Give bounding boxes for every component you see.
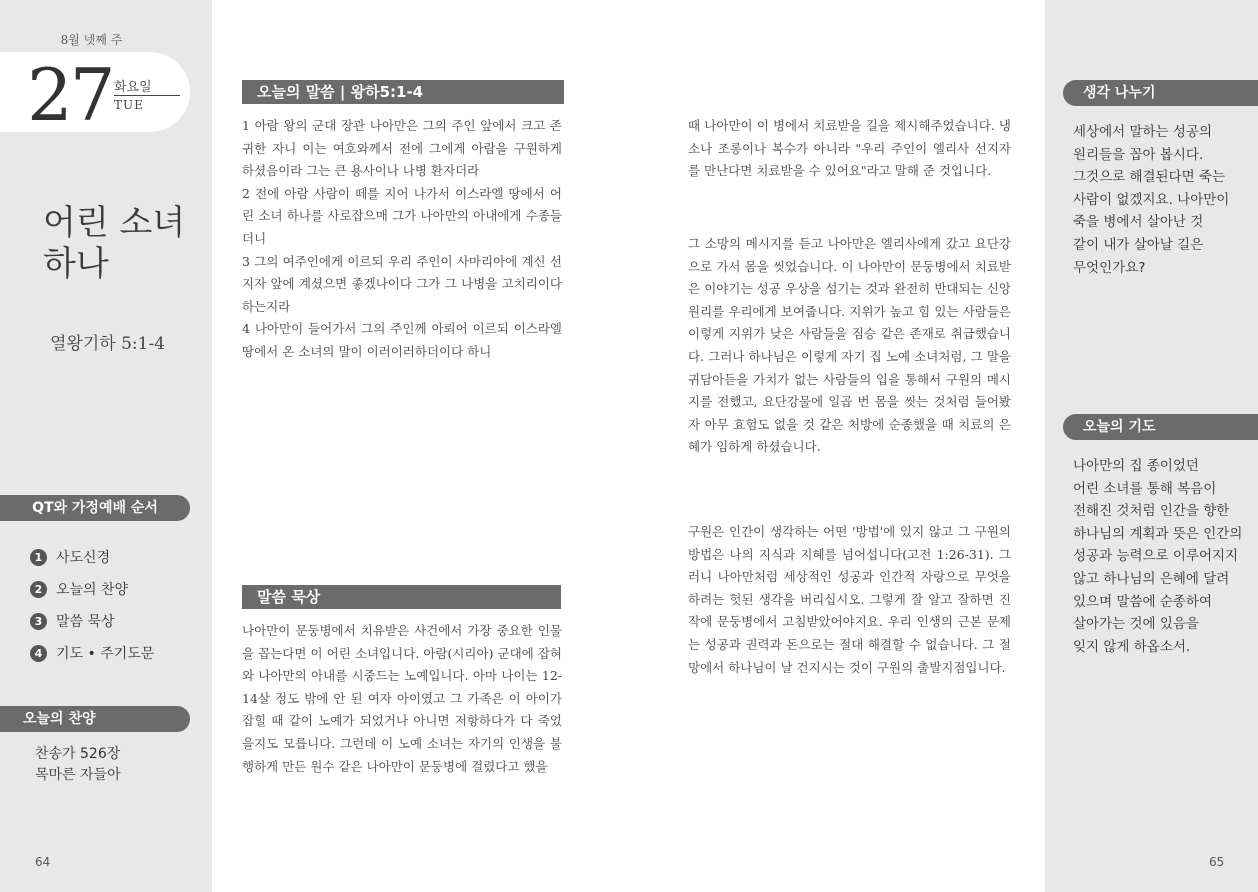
number-badge: 1 <box>30 549 47 566</box>
scripture-header: 오늘의 말씀 | 왕하5:1-4 <box>242 80 564 104</box>
weekday-divider <box>114 95 180 96</box>
day-number: 27 <box>27 53 113 137</box>
list-item <box>30 573 154 605</box>
number-badge: 2 <box>30 581 47 598</box>
number-badge: 4 <box>30 645 47 662</box>
list-item <box>30 605 154 637</box>
week-label: 8월 넷째 주 <box>60 33 123 47</box>
prayer-header: 오늘의 기도 <box>1063 414 1258 440</box>
weekday-korean: 화요일 <box>114 80 152 95</box>
hymn-info <box>35 744 121 786</box>
hymn-header: 오늘의 찬양 <box>0 706 190 732</box>
scripture-text: 1 아람 왕의 군대 장관 나아만은 그의 주인 앞에서 크고 존귀한 자니 이는 여호와께서 전에 그에게 아람을 구원하게 하셨음이라 그는 큰 용사이나 나병 환자더라 2 전에 아람 사람이 떼를 지어 나가서 이스라엘 땅에서 어린 소녀 하나를 사로잡으매 그가 나아만의 아내에게 수종들더니 3 그의 여주인에게 이르되 우리 주인이 사마리아에 계신 선지자 앞에 계셨으면 좋겠나이다 그가 그 나병을 고치리이다 하는지라 4 나아만이 들어가서 그의 주인께 아뢰어 이르되 이스라엘 땅에서 온 소녀의 말이 이러이러하더이다 하니 <box>242 118 562 359</box>
hymn-title: 목마른 자들아 <box>35 767 121 783</box>
order-item-label: 사도신경 <box>56 550 111 566</box>
order-item-label: 오늘의 찬양 <box>56 582 129 598</box>
page-number-right: 65 <box>1209 855 1225 869</box>
order-list <box>30 541 154 669</box>
list-item <box>30 541 154 573</box>
meditation-text: 나아만이 문둥병에서 치유받은 사건에서 가장 중요한 인물을 꼽는다면 이 어린 소녀입니다. 아람(시리아) 군대에 잡혀와 나아만의 아내를 시중드는 노예입니다. 아마 나이는 12-14살 정도 밖에 안 된 여자 아이였고 그 가족은 이 아이가 잡힐 때 같이 노예가 되었거나 아니면 저항하다가 다 죽었을지도 모릅니다. 그런데 이 노예 소녀는 자기의 인생을 불행하게 만든 원수 같은 나아만이 문둥병에 걸렸다고 했을 <box>242 623 562 774</box>
prayer-text: 나아만의 집 종이었던 어린 소녀를 통해 복음이 전해진 것처럼 인간을 향한 하나님의 계획과 뜻은 인간의 성공과 능력으로 이루어지지 않고 하나님의 은혜에 달려 있으며 말씀에 순종하여 살아가는 것에 있음을 잊지 않게 하옵소서. <box>1073 458 1243 655</box>
order-item-label: 말씀 묵상 <box>56 614 115 630</box>
thoughts-header: 생각 나누기 <box>1063 80 1258 106</box>
continued-paragraph-1: 때 나아만이 이 병에서 치료받을 길을 제시해주었습니다. 냉소나 조롱이나 복수가 아니라 "우리 주인이 엘리사 선지자를 만난다면 치료받을 수 있어요"라고 말해 준 것입니다. <box>688 118 1011 179</box>
order-item-label: 기도 • 주기도문 <box>56 646 155 662</box>
continued-paragraph-2: 그 소망의 메시지를 듣고 나아만은 엘리사에게 갔고 요단강으로 가서 몸을 씻었습니다. 이 나아만이 문둥병에서 치료받은 이야기는 성공 우상을 섬기는 것과 완전히 반대되는 신앙 원리를 우리에게 보여줍니다. 지위가 높고 힘 있는 사람들은 이렇게 지위가 낮은 사람들을 짐승 같은 존재로 취급했습니다. 그러나 하나님은 이렇게 자기 집 노예 소녀처럼, 그 말을 귀담아듣을 가치가 없는 사람들의 입을 통해서 구원의 메시지를 전했고, 요단강물에 일곱 번 몸을 씻는 것처럼 들어봤자 아무 효험도 없을 것 같은 처방에 순종했을 때 치료의 은혜가 임하게 하셨습니다. <box>688 236 1011 455</box>
continued-paragraph-3: 구원은 인간이 생각하는 어떤 '방법'에 있지 않고 그 구원의 방법은 나의 지식과 지혜를 넘어섭니다(고전 1:26-31). 그러니 나아만처럼 세상적인 성공과 인간적 자랑으로 무엇을 하려는 헛된 생각을 버리십시오. 그렇게 잘 알고 잘하면 진작에 문둥병에서 고침받았어야지요. 우리 인생의 근본 문제는 성공과 권력과 돈으로는 절대 해결할 수 없습니다. 그 절망에서 하나님이 날 건지시는 것이 구원의 출발지점입니다. <box>688 524 1011 675</box>
order-header: QT와 가정예배 순서 <box>0 495 190 521</box>
hymn-number: 찬송가 526장 <box>35 746 121 762</box>
page-number-left: 64 <box>35 855 51 869</box>
list-item <box>30 637 154 669</box>
scripture-reference: 열왕기하 5:1-4 <box>50 334 166 354</box>
thoughts-text: 세상에서 말하는 성공의 원리들을 꼽아 봅시다. 그것으로 해결된다면 죽는 사람이 없겠지요. 나아만이 죽을 병에서 살아난 것 같이 내가 살아날 길은 무엇인가요? <box>1073 124 1230 276</box>
number-badge: 3 <box>30 613 47 630</box>
meditation-header: 말씀 묵상 <box>242 585 561 609</box>
weekday-english: TUE <box>114 98 144 112</box>
devotion-title: 어린 소녀 하나 <box>43 203 186 284</box>
